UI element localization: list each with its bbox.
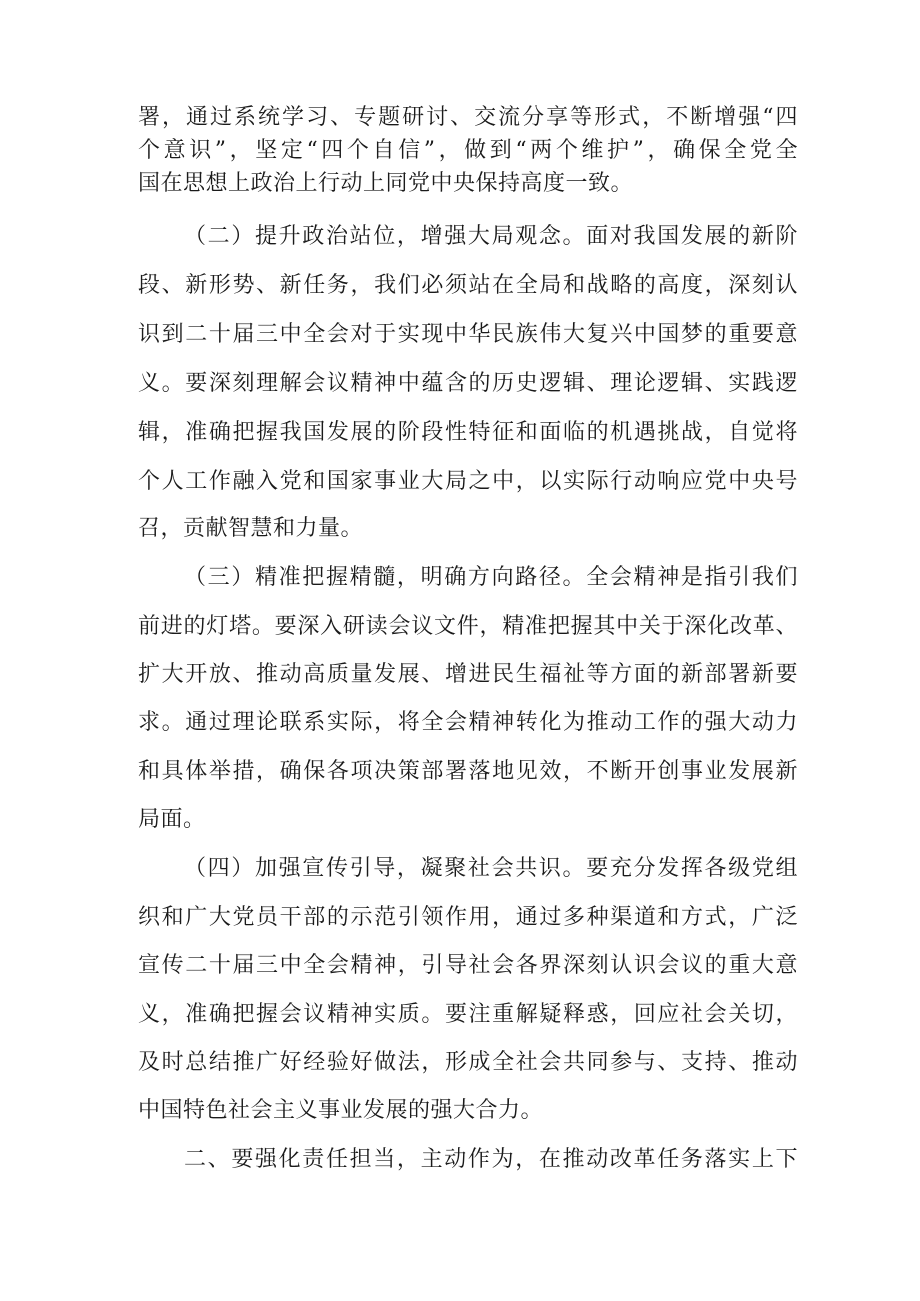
text-line: 织和广大党员干部的示范引领作用，通过多种渠道和方式，广泛 — [138, 905, 798, 930]
text-line: 义。要深刻理解会议精神中蕴含的历史逻辑、理论逻辑、实践逻 — [138, 371, 798, 396]
text-line: 个人工作融入党和国家事业大局之中，以实际行动响应党中央号 — [138, 469, 798, 494]
text-line: 义，准确把握会议精神实质。要注重解疑释惑，回应社会关切， — [138, 1002, 798, 1027]
text-line: 国在思想上政治上行动上同党中央保持高度一致。 — [138, 171, 634, 196]
text-line: 宣传二十届三中全会精神，引导社会各界深刻认识会议的重大意 — [138, 953, 798, 978]
text-line: 局面。 — [138, 807, 206, 832]
text-line: 扩大开放、推动高质量发展、增进民生福祉等方面的新部署新要 — [138, 662, 798, 687]
text-line: 求。通过理论联系实际，将全会精神转化为推动工作的强大动力 — [138, 710, 798, 735]
text-line: 署，通过系统学习、专题研讨、交流分享等形式，不断增强“四 — [138, 105, 798, 130]
text-line: 识到二十届三中全会对于实现中华民族伟大复兴中国梦的重要意 — [138, 322, 798, 347]
paragraph-heading-3: （三）精准把握精髓，明确方向路径。全会精神是指引我们 — [184, 565, 798, 590]
text-line: 前进的灯塔。要深入研读会议文件，精准把握其中关于深化改革、 — [138, 614, 798, 639]
text-line: 个意识”，坚定“四个自信”，做到“两个维护”，确保全党全 — [138, 138, 798, 163]
text-line: 段、新形势、新任务，我们必须站在全局和战略的高度，深刻认 — [138, 273, 798, 298]
text-line: 召，贡献智慧和力量。 — [138, 516, 364, 541]
paragraph-heading-4: （四）加强宣传引导，凝聚社会共识。要充分发挥各级党组 — [184, 856, 798, 881]
paragraph-heading-2: （二）提升政治站位，增强大局观念。面对我国发展的新阶 — [184, 224, 798, 249]
text-line: 辑，准确把握我国发展的阶段性特征和面临的机遇挑战，自觉将 — [138, 420, 798, 445]
text-line: 中国特色社会主义事业发展的强大合力。 — [138, 1098, 544, 1123]
text-line: 和具体举措，确保各项决策部署落地见效，不断开创事业发展新 — [138, 759, 798, 784]
text-line: 及时总结推广好经验好做法，形成全社会共同参与、支持、推动 — [138, 1050, 798, 1075]
section-heading: 二、要强化责任担当，主动作为，在推动改革任务落实上下 — [184, 1147, 798, 1172]
